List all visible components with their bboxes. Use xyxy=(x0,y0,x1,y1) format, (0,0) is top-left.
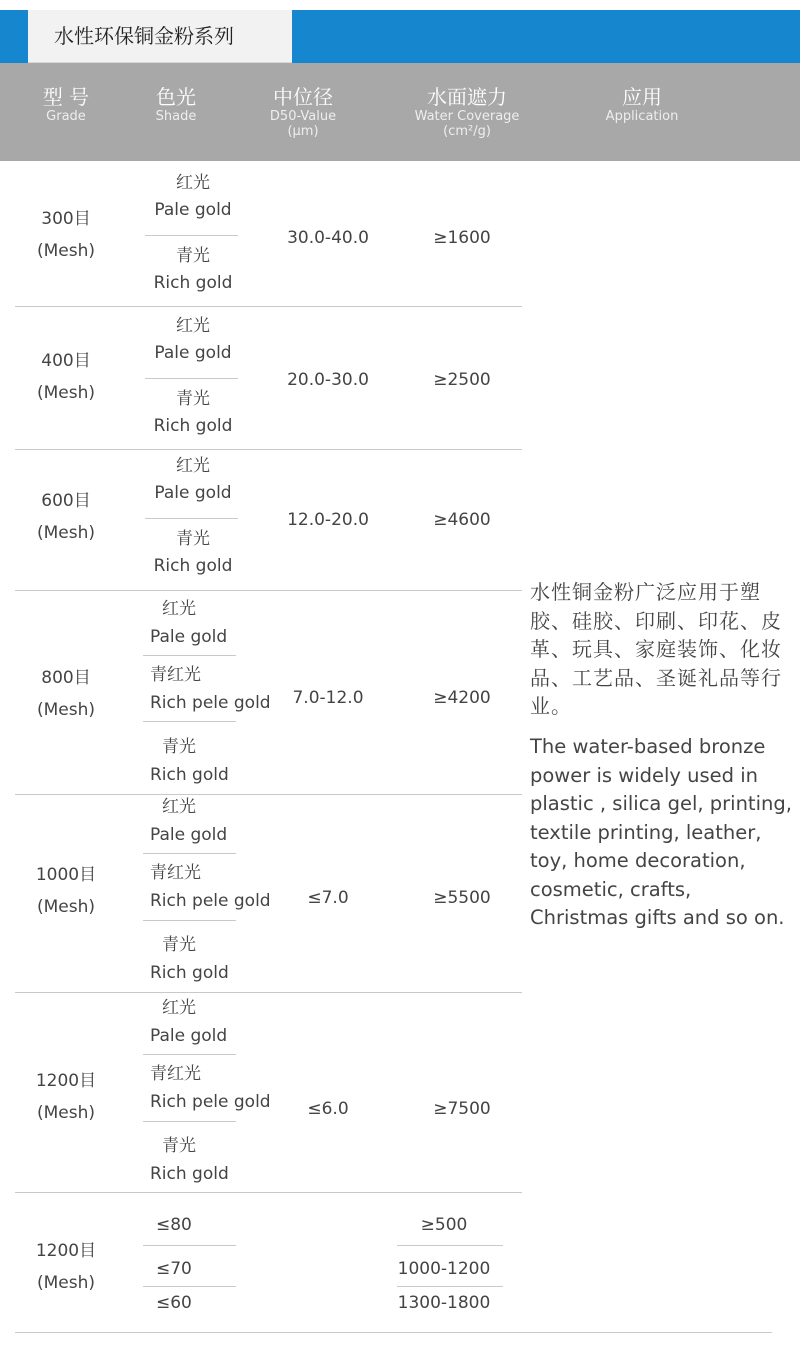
shade-zh: 青光 xyxy=(176,389,210,409)
shade-item xyxy=(138,453,248,507)
row-divider xyxy=(15,306,522,307)
shade-en: Pale gold xyxy=(150,825,228,845)
row-divider xyxy=(15,449,522,450)
header-d50-en: D50-Value xyxy=(269,109,337,124)
row-divider xyxy=(15,992,522,993)
d50-value: ≤7.0 xyxy=(307,888,349,908)
mesh-label: (Mesh) xyxy=(36,241,96,261)
shade-divider xyxy=(143,1054,236,1055)
shade-en: Rich gold xyxy=(153,273,233,293)
shade-zh: 红光 xyxy=(162,797,196,817)
shade-en: Rich pele gold xyxy=(150,891,271,911)
header-d50-unit: (μm) xyxy=(287,124,319,139)
shade-zh: 青光 xyxy=(162,1136,196,1156)
grade-label: 600目 xyxy=(41,491,91,511)
d50-value: ≤70 xyxy=(156,1259,192,1279)
page-title: 水性环保铜金粉系列 xyxy=(28,10,292,63)
header-water xyxy=(392,85,542,139)
water-value: ≥4200 xyxy=(433,688,491,708)
shade-en: Rich pele gold xyxy=(150,1092,271,1112)
shade-en: Rich pele gold xyxy=(150,693,271,713)
header-app-zh: 应用 xyxy=(622,85,662,109)
water-value: ≥5500 xyxy=(433,888,491,908)
shade-zh: 青光 xyxy=(162,935,196,955)
d50-value: ≤80 xyxy=(156,1215,192,1235)
shade-item xyxy=(150,595,227,651)
grade-cell xyxy=(10,345,122,409)
shade-divider xyxy=(145,235,238,236)
mesh-label: (Mesh) xyxy=(36,700,96,720)
d50-value: 7.0-12.0 xyxy=(292,688,364,708)
grade-cell xyxy=(10,662,122,726)
water-value: ≥1600 xyxy=(433,228,491,248)
title-bar xyxy=(0,10,800,63)
shade-en: Rich gold xyxy=(153,416,233,436)
shade-en: Rich gold xyxy=(150,963,229,983)
shade-item xyxy=(150,1060,271,1116)
water-value: ≥4600 xyxy=(433,510,491,530)
mesh-label: (Mesh) xyxy=(36,1273,96,1293)
row-divider xyxy=(15,1332,772,1333)
shade-divider xyxy=(143,655,236,656)
shade-zh: 青红光 xyxy=(150,1064,201,1084)
shade-zh: 红光 xyxy=(176,456,210,476)
header-water-en: Water Coverage xyxy=(414,109,520,124)
row-divider xyxy=(15,1192,522,1193)
shade-divider xyxy=(143,721,236,722)
shade-divider xyxy=(143,1286,236,1287)
shade-item xyxy=(138,386,248,440)
water-divider xyxy=(397,1286,503,1287)
grade-label: 300目 xyxy=(41,209,91,229)
shade-en: Pale gold xyxy=(154,343,232,363)
header-d50-zh: 中位径 xyxy=(273,85,333,109)
shade-zh: 红光 xyxy=(176,316,210,336)
shade-en: Pale gold xyxy=(150,1026,228,1046)
shade-divider xyxy=(143,1245,236,1246)
header-d50 xyxy=(248,85,358,139)
shade-zh: 青光 xyxy=(176,529,210,549)
header-grade-zh: 型 号 xyxy=(42,85,90,109)
shade-zh: 青红光 xyxy=(150,665,201,685)
shade-zh: 青光 xyxy=(162,737,196,757)
shade-zh: 红光 xyxy=(162,998,196,1018)
shade-divider xyxy=(145,518,238,519)
shade-item xyxy=(150,859,271,915)
shade-item xyxy=(138,313,248,367)
header-water-unit: (cm²/g) xyxy=(443,124,491,139)
shade-item xyxy=(150,931,229,987)
water-value: 1300-1800 xyxy=(397,1293,491,1313)
d50-value: 30.0-40.0 xyxy=(287,228,369,248)
grade-cell xyxy=(10,485,122,549)
shade-en: Rich gold xyxy=(153,556,233,576)
shade-item xyxy=(150,793,227,849)
row-divider xyxy=(15,794,522,795)
shade-item xyxy=(150,1132,229,1188)
d50-value: 12.0-20.0 xyxy=(287,510,369,530)
grade-cell xyxy=(10,1235,122,1299)
header-app xyxy=(590,85,694,124)
mesh-label: (Mesh) xyxy=(36,1103,96,1123)
water-value: 1000-1200 xyxy=(397,1259,491,1279)
table-header xyxy=(0,63,800,161)
row-divider xyxy=(15,590,522,591)
shade-en: Pale gold xyxy=(150,627,228,647)
shade-zh: 青红光 xyxy=(150,863,201,883)
shade-zh: 青光 xyxy=(176,246,210,266)
header-water-zh: 水面遮力 xyxy=(427,85,507,109)
water-divider xyxy=(397,1245,503,1246)
shade-item xyxy=(150,733,229,789)
shade-zh: 红光 xyxy=(176,173,210,193)
header-grade-en: Grade xyxy=(46,109,86,124)
shade-item xyxy=(138,526,248,580)
shade-divider xyxy=(143,920,236,921)
mesh-label: (Mesh) xyxy=(36,523,96,543)
shade-item xyxy=(150,661,271,717)
mesh-label: (Mesh) xyxy=(36,897,96,917)
grade-label: 800目 xyxy=(41,668,91,688)
shade-zh: 红光 xyxy=(162,599,196,619)
shade-en: Pale gold xyxy=(154,200,232,220)
shade-item xyxy=(150,994,227,1050)
shade-divider xyxy=(143,1121,236,1122)
header-shade-en: Shade xyxy=(155,109,197,124)
shade-en: Rich gold xyxy=(150,1164,229,1184)
d50-value: 20.0-30.0 xyxy=(287,370,369,390)
application-text-en: The water-based bronze power is widely used in plastic , silica gel, printing, textile printing, leather, toy, home decoration, cosmetic, crafts, Christmas gifts and so on. xyxy=(530,735,792,929)
header-shade xyxy=(125,85,227,124)
grade-cell xyxy=(10,1065,122,1129)
shade-en: Rich gold xyxy=(150,765,229,785)
water-value: ≥7500 xyxy=(433,1099,491,1119)
header-shade-zh: 色光 xyxy=(156,85,196,109)
shade-divider xyxy=(145,378,238,379)
grade-label: 1200目 xyxy=(35,1071,97,1091)
grade-label: 1000目 xyxy=(35,865,97,885)
mesh-label: (Mesh) xyxy=(36,383,96,403)
d50-value: ≤60 xyxy=(156,1293,192,1313)
grade-cell xyxy=(10,859,122,923)
d50-value: ≤6.0 xyxy=(307,1099,349,1119)
water-value: ≥500 xyxy=(420,1215,468,1235)
header-app-en: Application xyxy=(605,109,679,124)
shade-en: Pale gold xyxy=(154,483,232,503)
grade-label: 400目 xyxy=(41,351,91,371)
header-grade xyxy=(10,85,122,124)
shade-item xyxy=(138,170,248,224)
shade-item xyxy=(138,243,248,297)
application-text-zh: 水性铜金粉广泛应用于塑胶、硅胶、印刷、印花、皮革、玩具、家庭装饰、化妆品、工艺品、圣诞礼品等行业。 xyxy=(530,580,782,718)
water-value: ≥2500 xyxy=(433,370,491,390)
shade-divider xyxy=(143,853,236,854)
grade-label: 1200目 xyxy=(35,1241,97,1261)
grade-cell xyxy=(10,203,122,267)
